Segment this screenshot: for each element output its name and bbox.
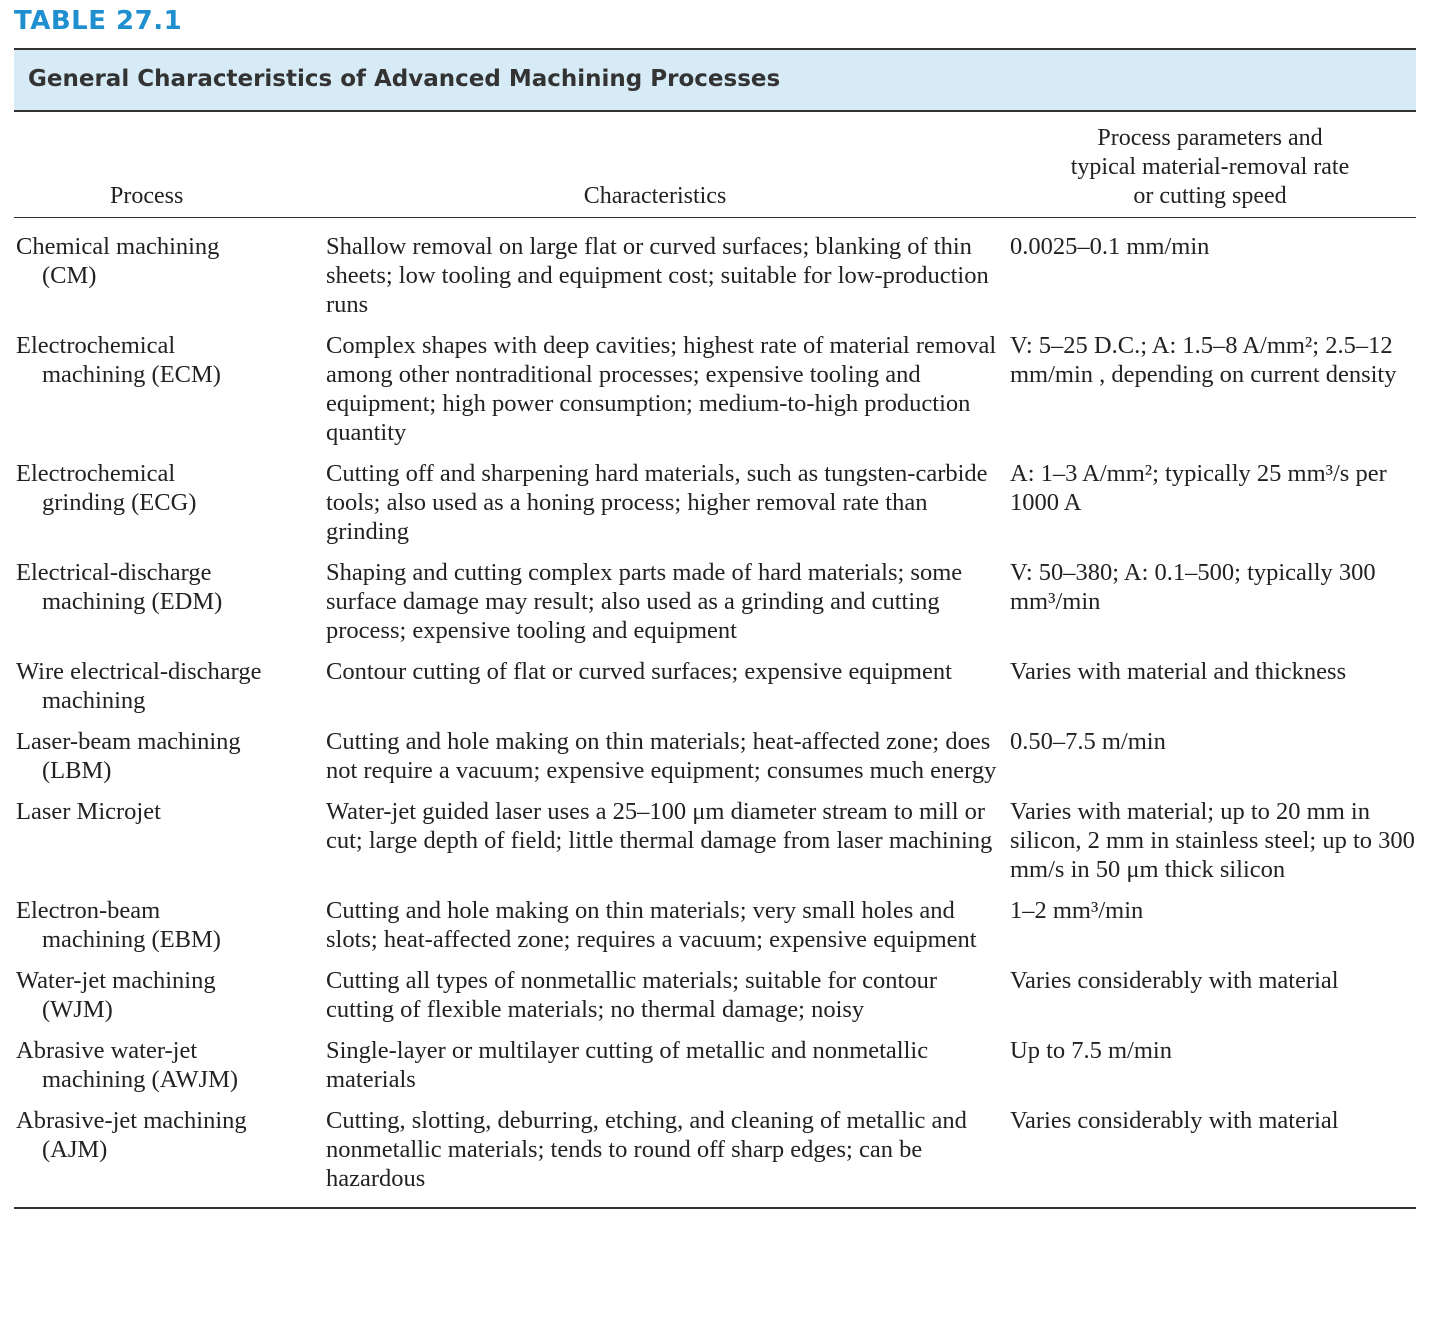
table-row (14, 966, 1416, 1036)
process-cell (14, 1106, 324, 1203)
params-cell: Varies considerably with material (1010, 967, 1339, 994)
table-row (14, 459, 1416, 558)
process-name-cont: (CM) (42, 262, 97, 289)
process-name: Wire electrical-discharge (16, 658, 262, 685)
table-row (14, 558, 1416, 657)
process-name: Laser-beam machining (16, 728, 241, 755)
process-name: Water-jet machining (16, 967, 216, 994)
characteristics-cell: Single-layer or multilayer cutting of metallic and nonmetallic materials (326, 1037, 929, 1093)
table-row (14, 727, 1416, 797)
process-cell (14, 331, 324, 459)
process-cell (14, 966, 324, 1036)
process-name: Abrasive-jet machining (16, 1107, 247, 1134)
params-cell: V: 5–25 D.C.; A: 1.5–8 A/mm²; 2.5–12 mm/min , depending on current density (1010, 332, 1397, 388)
params-cell: 0.0025–0.1 mm/min (1010, 233, 1210, 260)
process-cell (14, 459, 324, 558)
table-title: General Characteristics of Advanced Machining Processes (28, 66, 781, 92)
process-name: Abrasive water-jet (16, 1037, 198, 1064)
header-params-line: or cutting speed (1133, 183, 1287, 209)
header-process: Process (14, 124, 324, 218)
characteristics-cell: Cutting off and sharpening hard materials, such as tungsten-carbide tools; also used as a honing process; higher removal rate than grinding (326, 460, 988, 545)
table-row (14, 797, 1416, 896)
characteristics-cell: Shaping and cutting complex parts made of hard materials; some surface damage may result; also used as a grinding and cutting process; expensive tooling and equipment (326, 559, 963, 644)
process-name: Electron-beam (16, 897, 161, 924)
process-cell (14, 558, 324, 657)
process-name-cont: grinding (ECG) (42, 489, 197, 516)
process-name-cont: machining (42, 687, 146, 714)
process-cell (14, 218, 324, 332)
params-cell: 0.50–7.5 m/min (1010, 728, 1166, 755)
process-cell (14, 896, 324, 966)
process-name-cont: machining (EBM) (42, 926, 221, 953)
table-row (14, 218, 1416, 332)
table-row (14, 896, 1416, 966)
characteristics-cell: Complex shapes with deep cavities; highest rate of material removal among other nontraditional processes; expensive tooling and equipment; high power consumption; medium-to-high production quantity (326, 332, 997, 446)
characteristics-cell: Water-jet guided laser uses a 25–100 μm diameter stream to mill or cut; large depth of field; little thermal damage from laser machining (326, 798, 993, 854)
table-row (14, 1106, 1416, 1203)
params-cell: Up to 7.5 m/min (1010, 1037, 1172, 1064)
process-name: Electrical-discharge (16, 559, 212, 586)
characteristics-cell: Shallow removal on large flat or curved surfaces; blanking of thin sheets; low tooling and equipment cost; suitable for low-production runs (326, 233, 989, 318)
characteristics-cell: Cutting and hole making on thin materials; very small holes and slots; heat-affected zone; requires a vacuum; expensive equipment (326, 897, 977, 953)
process-name-cont: (AJM) (42, 1136, 108, 1163)
table-row (14, 331, 1416, 459)
header-params-line: Process parameters and (1097, 125, 1323, 151)
params-cell: A: 1–3 A/mm²; typically 25 mm³/s per 1000 A (1010, 460, 1387, 516)
header-row (14, 124, 1416, 218)
process-name: Laser Microjet (16, 798, 161, 825)
process-cell (14, 1036, 324, 1106)
header-params (1004, 124, 1416, 218)
header-characteristics: Characteristics (324, 124, 1004, 218)
params-cell: V: 50–380; A: 0.1–500; typically 300 mm³/min (1010, 559, 1376, 615)
process-name: Electrochemical (16, 332, 176, 359)
params-cell: Varies with material and thickness (1010, 658, 1347, 685)
characteristics-cell: Cutting and hole making on thin materials; heat-affected zone; does not require a vacuum; expensive equipment; consumes much energy (326, 728, 997, 784)
table-label: TABLE 27.1 (14, 6, 183, 36)
process-cell (14, 657, 324, 727)
process-cell (14, 727, 324, 797)
process-name: Electrochemical (16, 460, 176, 487)
table-row (14, 657, 1416, 727)
header-params-line: typical material-removal rate (1070, 154, 1350, 180)
params-cell: Varies considerably with material (1010, 1107, 1339, 1134)
process-name-cont: machining (AWJM) (42, 1066, 239, 1093)
process-table (14, 124, 1416, 1203)
process-name: Chemical machining (16, 233, 220, 260)
process-name-cont: machining (ECM) (42, 361, 221, 388)
params-cell: Varies with material; up to 20 mm in silicon, 2 mm in stainless steel; up to 300 mm/s in 50 μm thick silicon (1010, 798, 1415, 883)
characteristics-cell: Contour cutting of flat or curved surfaces; expensive equipment (326, 658, 952, 685)
process-name-cont: machining (EDM) (42, 588, 223, 615)
params-cell: 1–2 mm³/min (1010, 897, 1144, 924)
process-name-cont: (LBM) (42, 757, 112, 784)
process-name-cont: (WJM) (42, 996, 113, 1023)
process-cell (14, 797, 324, 896)
table-row (14, 1036, 1416, 1106)
characteristics-cell: Cutting, slotting, deburring, etching, and cleaning of metallic and nonmetallic materials; tends to round off sharp edges; can be hazardous (326, 1107, 967, 1192)
title-banner (14, 48, 1416, 112)
bottom-rule (14, 1207, 1416, 1209)
characteristics-cell: Cutting all types of nonmetallic materials; suitable for contour cutting of flexible materials; no thermal damage; noisy (326, 967, 937, 1023)
